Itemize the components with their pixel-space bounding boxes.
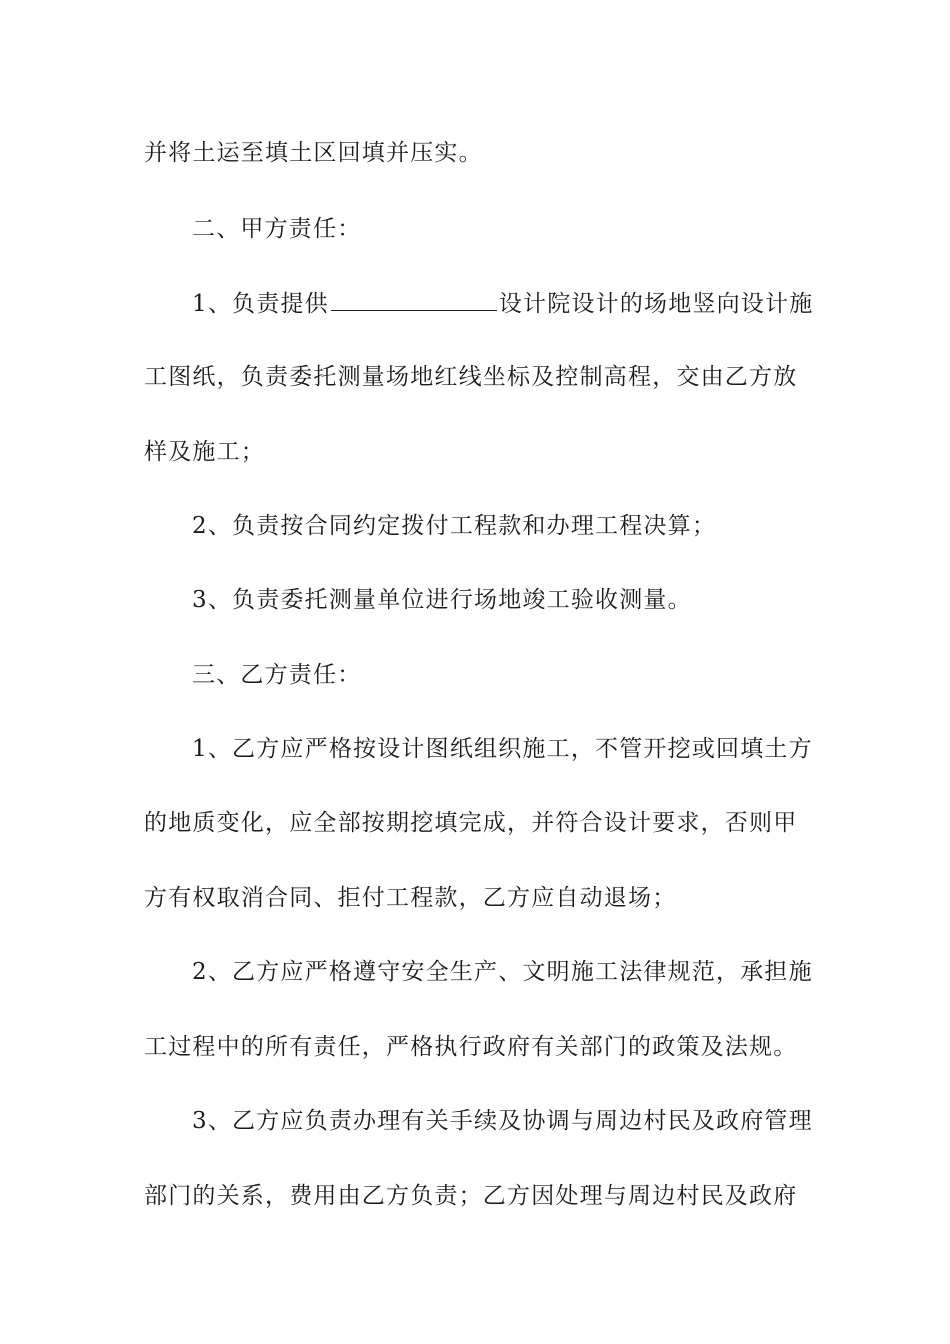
paragraph-line: 工图纸，负责委托测量场地红线坐标及控制高程，交由乙方放 xyxy=(144,364,798,390)
paragraph-line: 3、乙方应负责办理有关手续及协调与周边村民及政府管理 xyxy=(192,1108,813,1134)
paragraph-line: 部门的关系，费用由乙方负责；乙方因处理与周边村民及政府 xyxy=(144,1183,798,1209)
paragraph-line: 方有权取消合同、拒付工程款，乙方应自动退场； xyxy=(144,885,677,911)
section-heading: 三、乙方责任： xyxy=(192,662,362,688)
line-text: 设计院设计的场地竖向设计施 xyxy=(498,291,814,317)
paragraph-line xyxy=(192,289,813,319)
paragraph-line: 3、负责委托测量单位进行场地竣工验收测量。 xyxy=(192,587,692,613)
paragraph-line: 样及施工； xyxy=(144,439,265,465)
paragraph-line: 的地质变化，应全部按期挖填完成，并符合设计要求，否则甲 xyxy=(144,810,798,836)
paragraph-line: 2、负责按合同约定拨付工程款和办理工程决算； xyxy=(192,513,717,539)
paragraph-line: 并将土运至填土区回填并压实。 xyxy=(144,140,483,166)
paragraph-line: 2、乙方应严格遵守安全生产、文明施工法律规范，承担施 xyxy=(192,959,813,985)
fill-in-blank xyxy=(331,290,497,311)
line-text: 1、负责提供 xyxy=(192,291,329,317)
paragraph-line: 工过程中的所有责任，严格执行政府有关部门的政策及法规。 xyxy=(144,1034,798,1060)
paragraph-line: 1、乙方应严格按设计图纸组织施工，不管开挖或回填土方 xyxy=(192,736,813,762)
section-heading: 二、甲方责任： xyxy=(192,216,362,242)
